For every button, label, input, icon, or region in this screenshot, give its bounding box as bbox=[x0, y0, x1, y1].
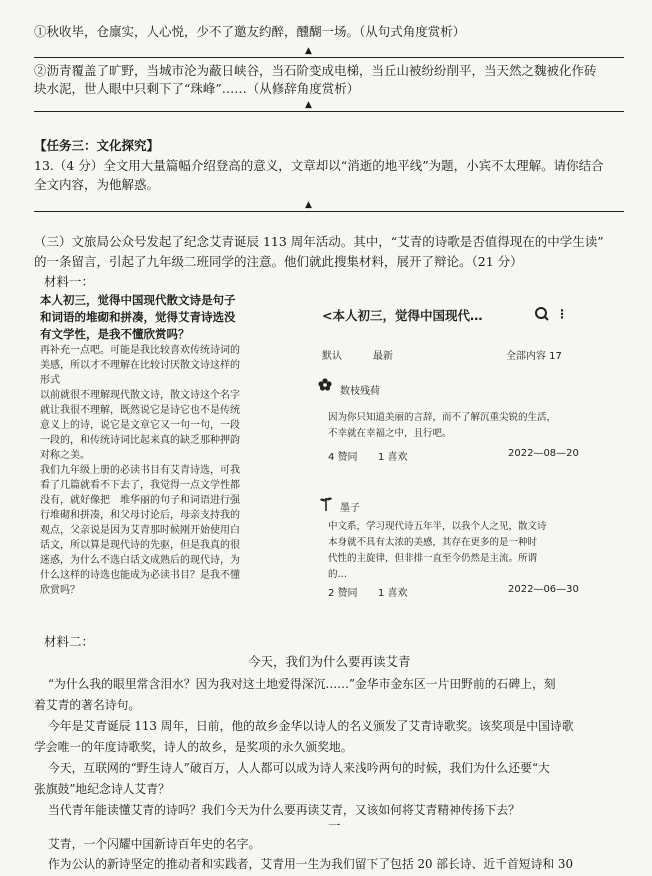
all-comments-count: 全部内容 17 bbox=[506, 351, 562, 362]
post-body-line: 我们九年级上册的必读书目有艾青诗选，可我 bbox=[40, 465, 240, 476]
section3-intro-line1: （三）文旅局公众号发起了纪念艾青诞辰 113 周年活动。其中，“艾青的诗歌是否值得现在的中学生读” bbox=[34, 234, 604, 249]
comment-favs[interactable]: 1 喜欢 bbox=[378, 452, 408, 463]
post-body-line: 一段的，和传统诗词比起来真的缺乏那种押韵 bbox=[40, 435, 240, 446]
forum-post bbox=[40, 292, 310, 598]
post-body-line: 行堆砌和拼凑，和父母讨论后，母亲支持我的 bbox=[40, 510, 240, 521]
answer-marker: ▲ bbox=[305, 200, 312, 210]
phone-title[interactable]: <本人初三，觉得中国现代… bbox=[322, 308, 483, 323]
post-body-line: 意义上的诗，说它是文章它又一句一句，一段 bbox=[40, 420, 240, 431]
section3-intro-line2: 的一条留言，引起了九年级二班同学的注意。他们就此搜集材料，展开了辩论。（21 分） bbox=[34, 254, 523, 269]
article-paragraph-line: “为什么我的眼里常含泪水？因为我对这土地爱得深沉……”金华市金东区一片田野前的石碑上，刻 bbox=[48, 677, 556, 691]
material2-label: 材料二： bbox=[44, 634, 95, 649]
post-body-line: 看了几篇就看不下去了，我觉得一点文学性都 bbox=[40, 480, 240, 491]
more-icon[interactable]: ⋮ bbox=[556, 307, 568, 321]
post-body-line: 就让我很不理解，既然说它是诗它也不是传统 bbox=[40, 405, 240, 416]
post-body-line: 对称之美。 bbox=[40, 450, 90, 461]
post-body-line: 形式 bbox=[40, 375, 60, 386]
answer-marker: ▲ bbox=[305, 46, 312, 56]
article-paragraph-line: 当代青年能读懂艾青的诗吗？我们今天为什么要再读艾青，又该如何将艾青精神传扬下去？ bbox=[48, 803, 520, 817]
post-title-line: 有文学性，是我不懂欣赏吗？ bbox=[40, 327, 190, 341]
appreciation-item-2-line1: ②沥青覆盖了旷野，当城市沦为蔽日峡谷，当石阶变成电梯，当丘山被纷纷削平，当天然之魏被化作砖 bbox=[34, 63, 597, 78]
plant-avatar-icon bbox=[318, 494, 334, 512]
article-paragraph-line: 艾青，一个闪耀中国新诗百年史的名字。 bbox=[48, 837, 261, 851]
comment-text-line: 的… bbox=[328, 569, 348, 580]
answer-line bbox=[34, 111, 624, 112]
comment-date: 2022—08—20 bbox=[508, 448, 579, 459]
comment-text-line: 本身就不具有太浓的美感，其存在更多的是一种时 bbox=[328, 537, 538, 548]
post-body-line: 什么这样的诗选也能成为必读书目？是我不懂 bbox=[40, 570, 240, 581]
post-body-line: 迷惑，为什么不选白话文成熟后的现代诗，为 bbox=[40, 555, 240, 566]
post-body-line: 话文，所以算是现代诗的先驱，但是我真的很 bbox=[40, 540, 240, 551]
comment-favs[interactable]: 1 喜欢 bbox=[378, 588, 408, 599]
comment-text-line: 中文系，学习现代诗五年半，以我个人之见，散文诗 bbox=[328, 521, 547, 532]
article-paragraph-line: 学会唯一的年度诗歌奖，诗人的故乡，是奖项的永久颁奖地。 bbox=[34, 740, 353, 754]
post-body-line: 没有，就好像把 堆华丽的句子和词语进行强 bbox=[40, 495, 240, 506]
answer-line bbox=[34, 211, 624, 212]
comment-text-line: 代性的主旋律，但非排一直至今仍然是主流。所谓 bbox=[328, 553, 538, 564]
tab-default[interactable]: 默认 bbox=[322, 351, 342, 362]
search-icon[interactable] bbox=[534, 306, 550, 322]
post-body-line: 观点，父亲说是因为艾青那时候刚开始使用白 bbox=[40, 525, 240, 536]
appreciation-item-1: ①秋收毕，仓廪实，人心悦，少不了邀友约醉，醺醐一场。（从句式角度赏析） bbox=[34, 24, 466, 39]
post-body-line: 欣赏吗？ bbox=[40, 585, 80, 596]
comment-user: 数枝残荷 bbox=[340, 386, 380, 397]
post-title-line: 本人初三，觉得中国现代散文诗是句子 bbox=[40, 293, 236, 307]
article-paragraph-line: 作为公认的新诗坚定的推动者和实践者，艾青用一生为我们留下了包括 20 部长诗、近千首短诗和 30 bbox=[48, 857, 573, 871]
answer-line bbox=[34, 57, 624, 58]
article-title: 今天，我们为什么要再读艾青 bbox=[248, 654, 411, 669]
comment-date: 2022—06—30 bbox=[508, 584, 579, 595]
question-13-line2: 全文内容，为他解惑。 bbox=[34, 177, 160, 192]
comment-likes[interactable]: 2 赞同 bbox=[328, 588, 358, 599]
article-paragraph-line: 今年是艾青诞辰 113 周年，日前，他的故乡金华以诗人的名义颁发了艾青诗歌奖。该奖项是中国诗歌 bbox=[48, 719, 574, 733]
question-13-line1: 13.（4 分）全文用大量篇幅介绍登高的意义，文章却以“消逝的地平线”为题，小宾不太理解。请你结合 bbox=[34, 158, 604, 173]
comment-text-line: 因为你只知道美丽的言辞，而不了解沉重尖锐的生活， bbox=[328, 412, 557, 423]
article-paragraph-line: 着艾青的著名诗句。 bbox=[34, 698, 141, 712]
comment-likes[interactable]: 4 赞同 bbox=[328, 452, 358, 463]
answer-marker: ▲ bbox=[305, 100, 312, 110]
flower-avatar-icon bbox=[316, 376, 334, 394]
post-title-line: 和词语的堆砌和拼凑，觉得艾青诗选没 bbox=[40, 310, 236, 324]
appreciation-item-2-line2: 块水泥，世人眼中只剩下了“珠峰”……（从修辞角度赏析） bbox=[34, 81, 360, 96]
tab-latest[interactable]: 最新 bbox=[373, 351, 393, 362]
post-body-line: 以前就很不理解现代散文诗，散文诗这个名字 bbox=[40, 390, 240, 401]
post-body-line: 美感，所以才不理解在比较讨厌散文诗这样的 bbox=[40, 360, 240, 371]
comment-text-line: 不幸就在幸福之中，且行吧。 bbox=[328, 428, 452, 439]
section-number: 一 bbox=[328, 818, 341, 833]
post-body-line: 再补充一点吧。可能是我比较喜欢传统诗词的 bbox=[40, 345, 240, 356]
article-paragraph-line: 张旗鼓”地纪念诗人艾青？ bbox=[34, 782, 170, 796]
material1-label: 材料一： bbox=[44, 274, 95, 289]
comment-user: 墨子 bbox=[340, 503, 360, 514]
article-paragraph-line: 今天，互联网的“野生诗人”破百万，人人都可以成为诗人来浅吟两句的时候，我们为什么还要“大 bbox=[48, 761, 550, 775]
task3-heading: 【任务三：文化探究】 bbox=[34, 138, 160, 153]
